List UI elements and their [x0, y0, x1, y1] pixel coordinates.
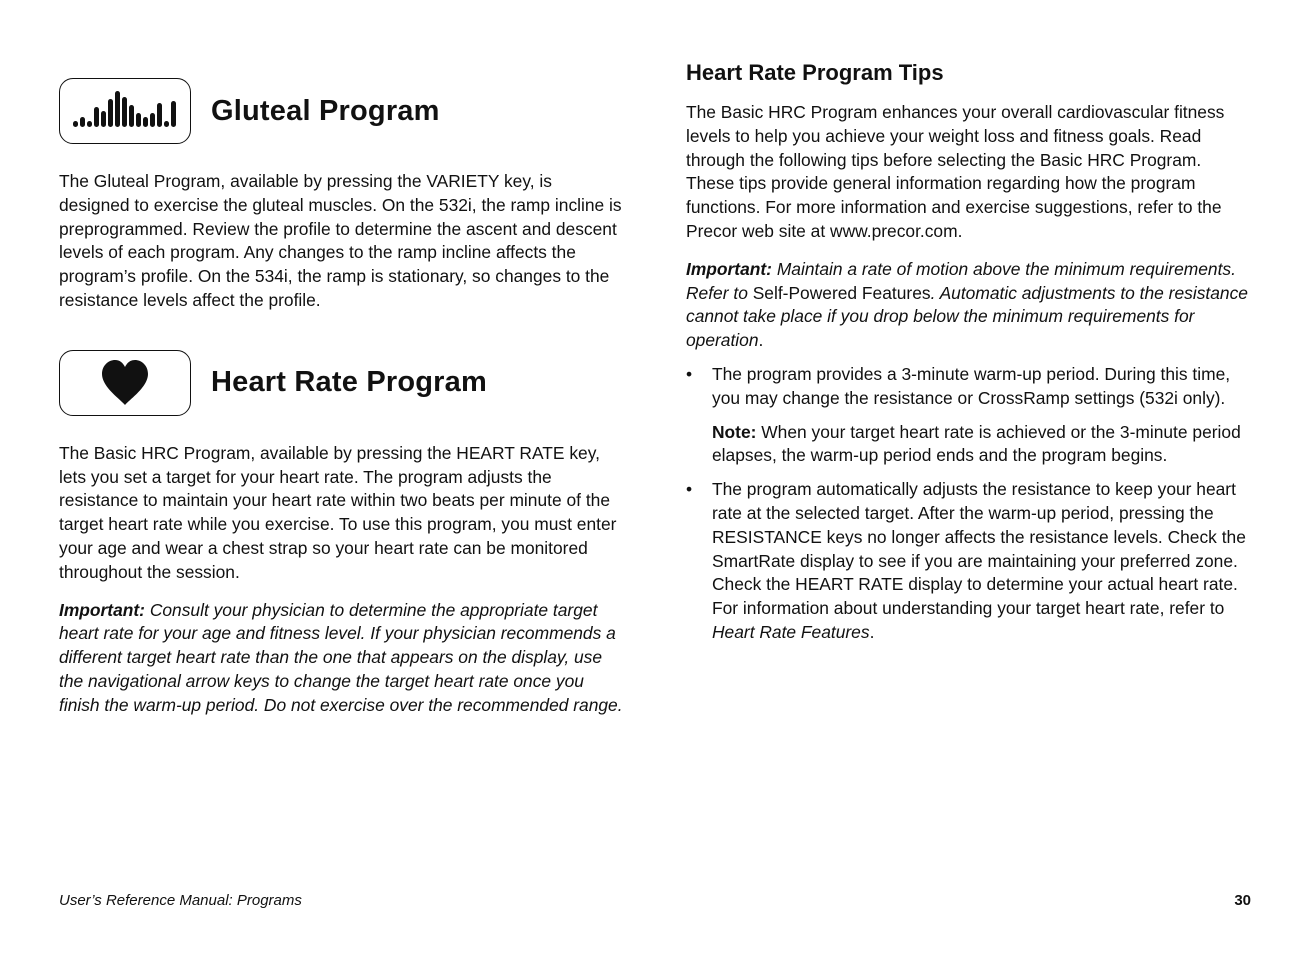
profile-bar — [150, 113, 155, 127]
important-text: Consult your physician to determine the appropriate target heart rate for your age and fitness level. If your physician recommends a different target heart rate than the one that appears on the display, use the navigational arrow keys to change the target heart rate once you finish the warm-up period. Do not exercise over the recommended range. — [59, 599, 623, 715]
list-item — [686, 478, 1252, 645]
profile-bar — [94, 107, 99, 127]
gluteal-paragraph: The Gluteal Program, available by pressing the VARIETY key, is designed to exercise the gluteal muscles. On the 532i, the ramp incline is preprogrammed. Review the profile to determine the ascent and descent levels of each program. Any changes to the ramp incline affects the program’s profile. On the 534i, the ramp is stationary, so changes to the resistance levels affect the profile. — [59, 171, 622, 310]
bullet-mark: • — [686, 363, 693, 384]
bullet-1-text: The program provides a 3-minute warm-up period. During this time, you may change the resistance or CrossRamp settings (532i only). — [712, 363, 1231, 408]
page-number: 30 — [1234, 892, 1251, 909]
note — [712, 421, 1252, 469]
list-item — [686, 363, 1252, 468]
note-label: Note: — [712, 421, 757, 442]
profile-bar — [115, 91, 120, 127]
tips-important-text-2: . Automatic adjustments to the resistance cannot take place if you drop below the minimum requirements for operation — [686, 282, 1248, 351]
tips-list — [686, 363, 1252, 645]
bullet-mark: • — [686, 479, 693, 500]
profile-bar — [164, 121, 169, 127]
heart-rate-important — [59, 599, 627, 718]
profile-bar — [122, 97, 127, 127]
tips-intro: The Basic HRC Program enhances your overall cardiovascular fitness levels to help you achieve your weight loss and fitness goals. Read through the following tips before selecting the Basic HRC Program. These tips provide general information regarding how the program functions. For more information and exercise suggestions, refer to the Precor web site at www.precor.com. — [686, 102, 1225, 241]
heart-rate-features-ref: Heart Rate Features — [712, 621, 870, 642]
tips-title: Heart Rate Program Tips — [686, 60, 944, 85]
profile-bar — [80, 117, 85, 127]
bullet-2-body: The program automatically adjusts the resistance to keep your heart rate at the selected target. After the warm-up period, pressing the RESISTANCE keys no longer affects the resistance levels. Check the SmartRate display to see if you are maintaining your preferred zone. Check the HEART RATE display to determine your actual heart rate. For information about understanding your target heart rate, refer to — [712, 479, 1246, 619]
heart-graphic — [100, 359, 150, 407]
bullet-2-end: . — [869, 621, 875, 642]
profile-bar — [108, 99, 113, 127]
gluteal-header — [59, 75, 627, 147]
bar-profile-icon — [59, 78, 191, 144]
profile-bar — [129, 105, 134, 127]
gluteal-title: Gluteal Program — [211, 94, 440, 127]
profile-bar — [157, 103, 162, 127]
important-label: Important: — [59, 599, 145, 620]
left-column — [59, 75, 627, 718]
bullet-2-text — [712, 478, 1252, 645]
tips-important-text-1: Maintain a rate of motion above the minimum requirements. Refer to — [686, 258, 1236, 303]
self-powered-features-ref: Self-Powered Features — [752, 282, 931, 303]
note-text: When your target heart rate is achieved or the 3-minute period elapses, the warm-up period ends and the program begins. — [712, 421, 1241, 466]
heart-rate-title: Heart Rate Program — [211, 366, 487, 399]
profile-bar — [73, 121, 78, 127]
heart-icon — [59, 350, 191, 416]
tips-important-label: Important: — [686, 258, 772, 279]
tips-important — [686, 258, 1252, 353]
profile-bar — [101, 111, 106, 127]
profile-bar — [171, 101, 176, 127]
profile-bar — [143, 117, 148, 127]
right-column — [686, 60, 1252, 645]
tips-important-end: . — [758, 330, 764, 351]
footer-manual-title: User’s Reference Manual: Programs — [59, 892, 302, 909]
profile-bar — [136, 113, 141, 127]
bar-profile-graphic — [70, 91, 180, 131]
heart-rate-paragraph: The Basic HRC Program, available by pressing the HEART RATE key, lets you set a target for your heart rate. The program adjusts the resistance to maintain your heart rate within two beats per minute of the target heart rate while you exercise. To use this program, you must enter your age and wear a chest strap so your heart rate can be monitored throughout the session. — [59, 442, 617, 582]
heart-rate-header — [59, 347, 627, 419]
profile-bar — [87, 121, 92, 127]
